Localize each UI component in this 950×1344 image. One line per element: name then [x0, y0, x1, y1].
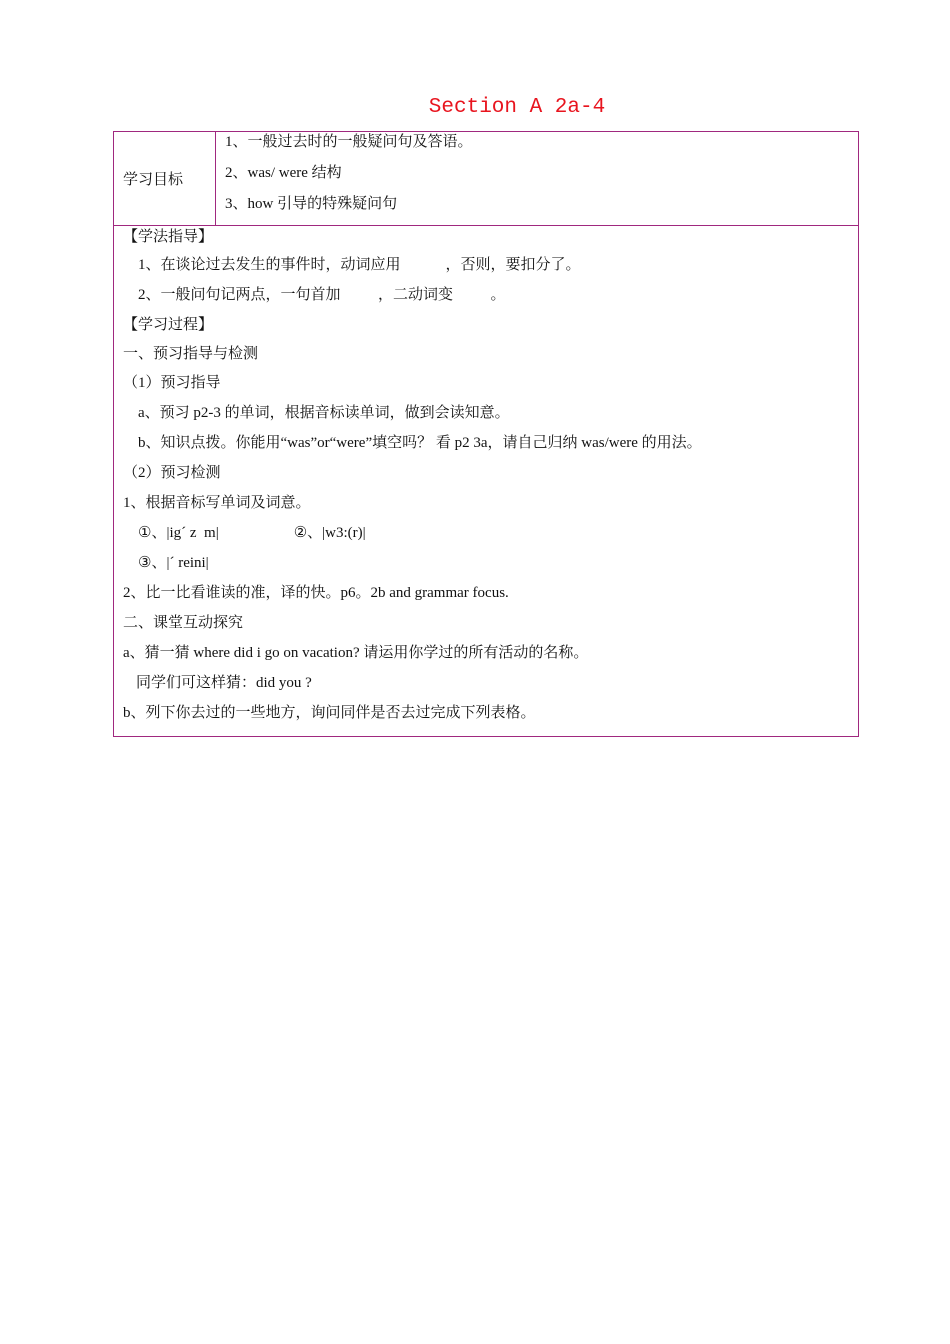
part2-item-a: a、猜一猜 where did i go on vacation? 请运用你学过的所有活动的名称。 [123, 645, 589, 661]
goal-item-1: 1、一般过去时的一般疑问句及答语。 [225, 134, 473, 150]
lesson-table [113, 131, 859, 737]
part1-subheading-guide: （1）预习指导 [123, 375, 221, 391]
content-row [114, 226, 859, 737]
phonetic-row-2: ③、|ˊ reini| [138, 555, 209, 571]
part2-item-a-hint: 同学们可这样猜：did you ? [136, 675, 312, 691]
part2-item-b: b、列下你去过的一些地方，询问同伴是否去过完成下列表格。 [123, 705, 536, 721]
check-item-2: 2、比一比看谁读的准，译的快。p6。2b and grammar focus. [123, 585, 509, 601]
page-title: Section A 2a-4 [428, 96, 606, 119]
content-cell [114, 226, 859, 737]
part1-item-b: b、知识点拨。你能用“was”or“were”填空吗？ 看 p2 3a，请自己归纳 was/were 的用法。 [138, 435, 702, 451]
goal-item-2: 2、was/ were 结构 [225, 165, 342, 181]
method-heading: 【学法指导】 [123, 229, 214, 245]
check-item-1: 1、根据音标写单词及词意。 [123, 495, 311, 511]
process-heading: 【学习过程】 [123, 317, 214, 333]
part1-subheading-check: （2）预习检测 [123, 465, 221, 481]
goals-row [114, 132, 859, 226]
part2-heading: 二、课堂互动探究 [123, 615, 244, 631]
method-line-2: 2、一般问句记两点，一句首加 ，二动词变 。 [138, 287, 506, 303]
goals-label: 学习目标 [114, 132, 216, 226]
phonetic-row-1: ①、|igˊ z m| ②、|w3:(r)| [138, 525, 366, 541]
method-line-1: 1、在谈论过去发生的事件时，动词应用 ，否则，要扣分了。 [138, 257, 581, 273]
goals-list [216, 132, 859, 226]
part1-item-a: a、预习 p2-3 的单词，根据音标读单词，做到会读知意。 [138, 405, 510, 421]
part1-heading: 一、预习指导与检测 [123, 346, 259, 362]
goal-item-3: 3、how 引导的特殊疑问句 [225, 196, 398, 212]
